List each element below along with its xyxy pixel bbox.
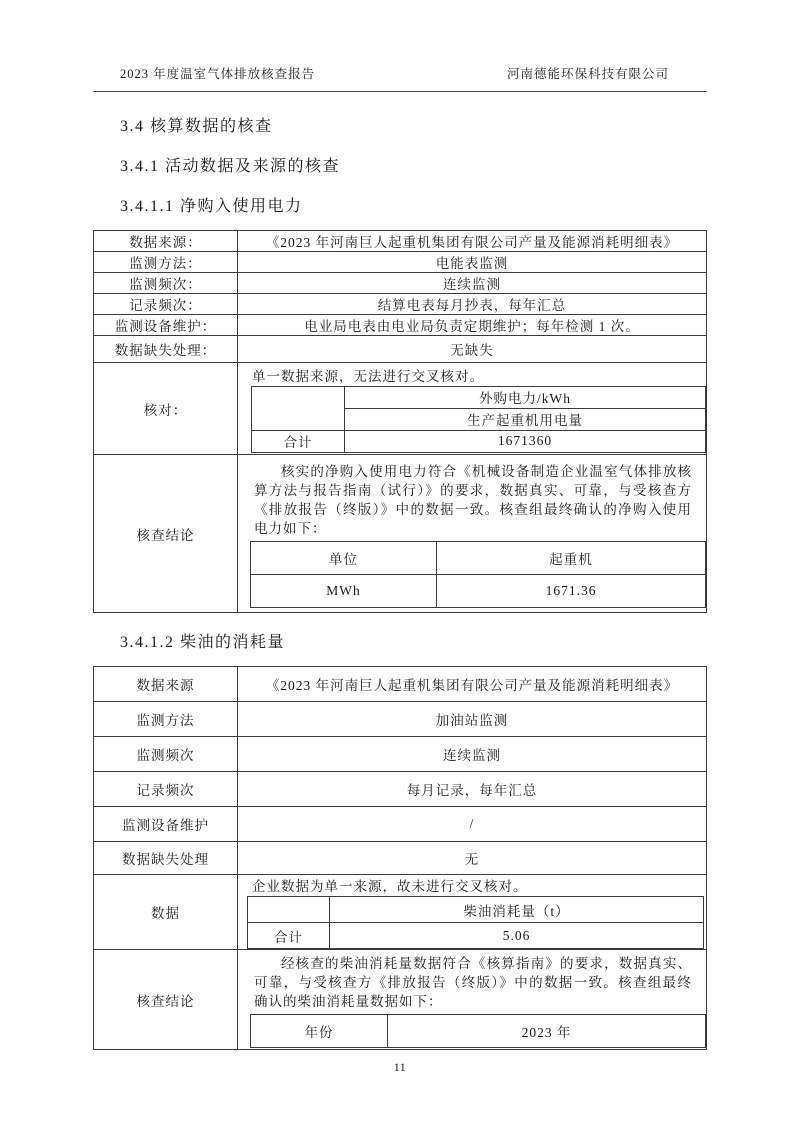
row-label: 监测设备维护： xyxy=(94,315,238,336)
subtable-header: 单位 xyxy=(251,542,437,575)
table-row xyxy=(251,575,706,608)
row-label: 记录频次： xyxy=(94,294,238,315)
row-value: 电能表监测 xyxy=(238,252,707,273)
table-row xyxy=(94,231,707,252)
row-label: 数据缺失处理： xyxy=(94,336,238,363)
row-value: 连续监测 xyxy=(238,273,707,294)
row-value: 《2023 年河南巨人起重机集团有限公司产量及能源消耗明细表》 xyxy=(238,231,707,252)
diesel-data-subtable xyxy=(247,896,704,949)
heading-3-4: 3.4 核算数据的核查 xyxy=(120,118,273,135)
total-value: 1671360 xyxy=(345,430,706,452)
heading-3-4-1-1: 3.4.1.1 净购入使用电力 xyxy=(120,198,303,215)
check-note: 单一数据来源，无法进行交叉核对。 xyxy=(252,368,484,384)
row-label: 核对： xyxy=(94,363,238,455)
row-value: 电业局电表由电业局负责定期维护；每年检测 1 次。 xyxy=(238,315,707,336)
table-row xyxy=(94,336,707,363)
table-row xyxy=(252,430,706,452)
row-value: 无 xyxy=(238,842,707,875)
table-row xyxy=(94,842,707,875)
diesel-result-subtable xyxy=(250,1014,706,1048)
row-label: 监测设备维护 xyxy=(94,807,238,842)
check-cell xyxy=(238,363,707,455)
row-label: 监测频次 xyxy=(94,737,238,772)
conclusion-text: 经核查的柴油消耗量数据符合《核算指南》的要求，数据真实、可靠，与受核查方《排放报告（终版）》中的数据一致。核查组最终确认的柴油消耗量数据如下： xyxy=(254,956,692,1009)
heading-3-4-1: 3.4.1 活动数据及来源的核查 xyxy=(120,158,341,175)
subtable-header: 年份 xyxy=(251,1015,388,1048)
subtable-value: 2023 年 xyxy=(388,1015,706,1048)
electricity-data-subtable xyxy=(251,386,706,453)
data-cell xyxy=(238,875,707,950)
table-row xyxy=(94,315,707,336)
subtable-value: 1671.36 xyxy=(437,575,706,608)
row-value: 无缺失 xyxy=(238,336,707,363)
page-number: 11 xyxy=(393,1060,407,1074)
page-footer xyxy=(0,1060,800,1075)
row-label: 核查结论 xyxy=(94,455,238,613)
subtable-item: 生产起重机用电量 xyxy=(345,408,706,430)
table-row xyxy=(94,702,707,737)
table-row xyxy=(251,542,706,575)
empty-cell xyxy=(248,897,330,923)
row-label: 数据 xyxy=(94,875,238,950)
row-value: / xyxy=(238,807,707,842)
table-row xyxy=(94,252,707,273)
table-row xyxy=(94,273,707,294)
row-value: 结算电表每月抄表，每年汇总 xyxy=(238,294,707,315)
table-row xyxy=(94,294,707,315)
heading-3-4-1-2: 3.4.1.2 柴油的消耗量 xyxy=(120,634,286,651)
row-value: 加油站监测 xyxy=(238,702,707,737)
subtable-header: 外购电力/kWh xyxy=(345,386,706,408)
subtable-header: 起重机 xyxy=(437,542,706,575)
conclusion-cell xyxy=(238,950,707,1050)
table-row xyxy=(248,923,704,949)
row-value: 每月记录，每年汇总 xyxy=(238,772,707,807)
conclusion-text: 核实的净购入使用电力符合《机械设备制造企业温室气体排放核算方法与报告指南（试行）》的要求，数据真实、可靠，与受核查方《排放报告（终版）》中的数据一致。核查组最终确认的净购入使用电力如下： xyxy=(254,464,692,536)
diesel-verification-table xyxy=(93,666,707,1050)
row-label: 数据缺失处理 xyxy=(94,842,238,875)
check-row xyxy=(94,363,707,455)
page-header xyxy=(93,64,707,92)
row-label: 数据来源 xyxy=(94,667,238,702)
table-row xyxy=(248,897,704,923)
row-value: 连续监测 xyxy=(238,737,707,772)
total-value: 5.06 xyxy=(330,923,704,949)
conclusion-row xyxy=(94,455,707,613)
data-note: 企业数据为单一来源，故未进行交叉核对。 xyxy=(252,879,528,894)
row-label: 记录频次 xyxy=(94,772,238,807)
conclusion-row xyxy=(94,950,707,1050)
row-label: 核查结论 xyxy=(94,950,238,1050)
row-value: 《2023 年河南巨人起重机集团有限公司产量及能源消耗明细表》 xyxy=(238,667,707,702)
row-label: 监测方法： xyxy=(94,252,238,273)
electricity-result-subtable xyxy=(250,541,706,608)
subtable-value: MWh xyxy=(251,575,437,608)
electricity-verification-table xyxy=(93,230,707,613)
empty-cell xyxy=(252,386,345,430)
total-label: 合计 xyxy=(252,430,345,452)
conclusion-cell xyxy=(238,455,707,613)
subtable-header: 柴油消耗量（t） xyxy=(330,897,704,923)
total-label: 合计 xyxy=(248,923,330,949)
data-row xyxy=(94,875,707,950)
table-row xyxy=(251,1015,706,1048)
table-row xyxy=(94,667,707,702)
row-label: 监测方法 xyxy=(94,702,238,737)
table-row xyxy=(94,737,707,772)
header-company-name: 河南德能环保科技有限公司 xyxy=(506,67,669,81)
table-row xyxy=(252,386,706,408)
row-label: 数据来源： xyxy=(94,231,238,252)
row-label: 监测频次： xyxy=(94,273,238,294)
table-row xyxy=(94,772,707,807)
table-row xyxy=(94,807,707,842)
header-report-title: 2023 年度温室气体排放核查报告 xyxy=(120,67,316,81)
